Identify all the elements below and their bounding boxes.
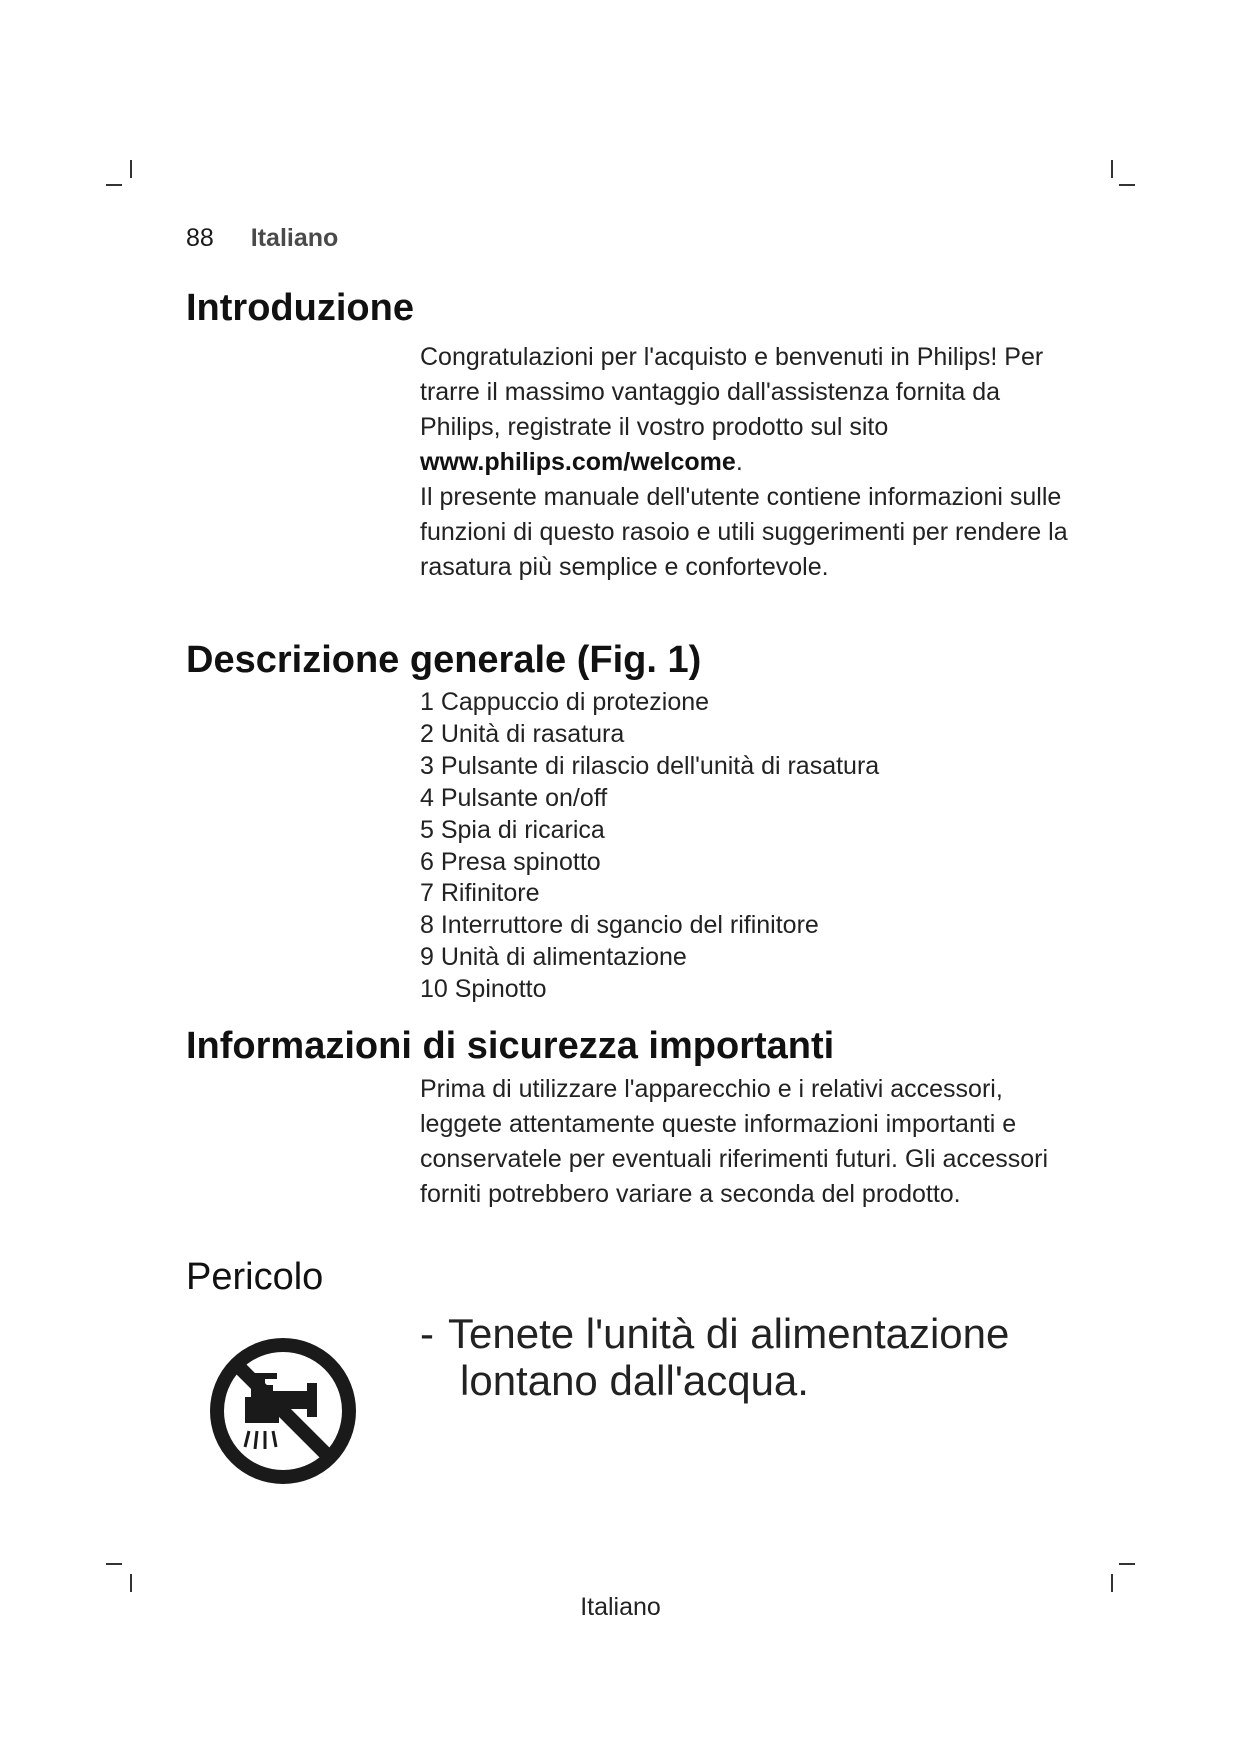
danger-heading: Pericolo (186, 1256, 324, 1298)
list-item: 4 Pulsante on/off (420, 783, 608, 812)
crop-mark (1111, 160, 1113, 178)
crop-mark (1119, 1563, 1135, 1565)
list-item: 8 Interruttore di sgancio del rifinitore (420, 911, 819, 940)
intro-period: . (735, 448, 743, 476)
intro-text: Congratulazioni per l'acquisto e benvenuti in Philips! Per trarre il massimo vantaggio dall'assistenza fornita da Philips, registrate il vostro prodotto sul sito (420, 343, 1044, 441)
list-item: 2 Unità di rasatura (420, 719, 625, 748)
intro-paragraph-1 (420, 340, 1070, 480)
crop-mark (1119, 184, 1135, 186)
parts-list (420, 687, 1070, 1006)
list-item: 3 Pulsante di rilascio dell'unità di rasatura (420, 751, 880, 780)
list-item: 10 Spinotto (420, 975, 547, 1004)
safety-body (420, 1072, 1070, 1212)
crop-mark (106, 1563, 122, 1565)
list-item: 5 Spia di ricarica (420, 815, 605, 844)
list-item: 1 Cappuccio di protezione (420, 688, 710, 716)
crop-mark (1111, 1574, 1113, 1592)
safety-heading: Informazioni di sicurezza importanti (186, 1025, 835, 1067)
safety-paragraph: Prima di utilizzare l'apparecchio e i relativi accessori, leggete attentamente queste informazioni importanti e conservatele per eventuali riferimenti futuri. Gli accessori forniti potrebbero variare a seconda del prodotto. (420, 1075, 1049, 1208)
danger-line-2: lontano dall'acqua. (460, 1357, 809, 1404)
welcome-link[interactable]: www.philips.com/welcome (420, 448, 736, 476)
danger-warning-text (420, 1310, 1080, 1404)
bullet-dash: - (420, 1310, 434, 1357)
intro-paragraph-2: Il presente manuale dell'utente contiene informazioni sulle funzioni di questo rasoio e utili suggerimenti per rendere la rasatura più semplice e confortevole. (420, 483, 1068, 581)
intro-heading: Introduzione (186, 287, 414, 329)
crop-mark (130, 160, 132, 178)
danger-line-1: Tenete l'unità di alimentazione (448, 1310, 1010, 1357)
crop-mark (106, 184, 122, 186)
list-item: 7 Rifinitore (420, 879, 540, 908)
running-head (186, 224, 338, 253)
footer-language: Italiano (580, 1593, 661, 1621)
crop-mark (130, 1574, 132, 1592)
list-item: 6 Presa spinotto (420, 847, 601, 876)
header-language: Italiano (250, 224, 339, 252)
no-water-tap-icon (205, 1333, 361, 1489)
list-item: 9 Unità di alimentazione (420, 943, 687, 972)
overview-heading: Descrizione generale (Fig. 1) (186, 639, 702, 681)
intro-body (420, 340, 1070, 585)
page-number: 88 (186, 224, 214, 252)
